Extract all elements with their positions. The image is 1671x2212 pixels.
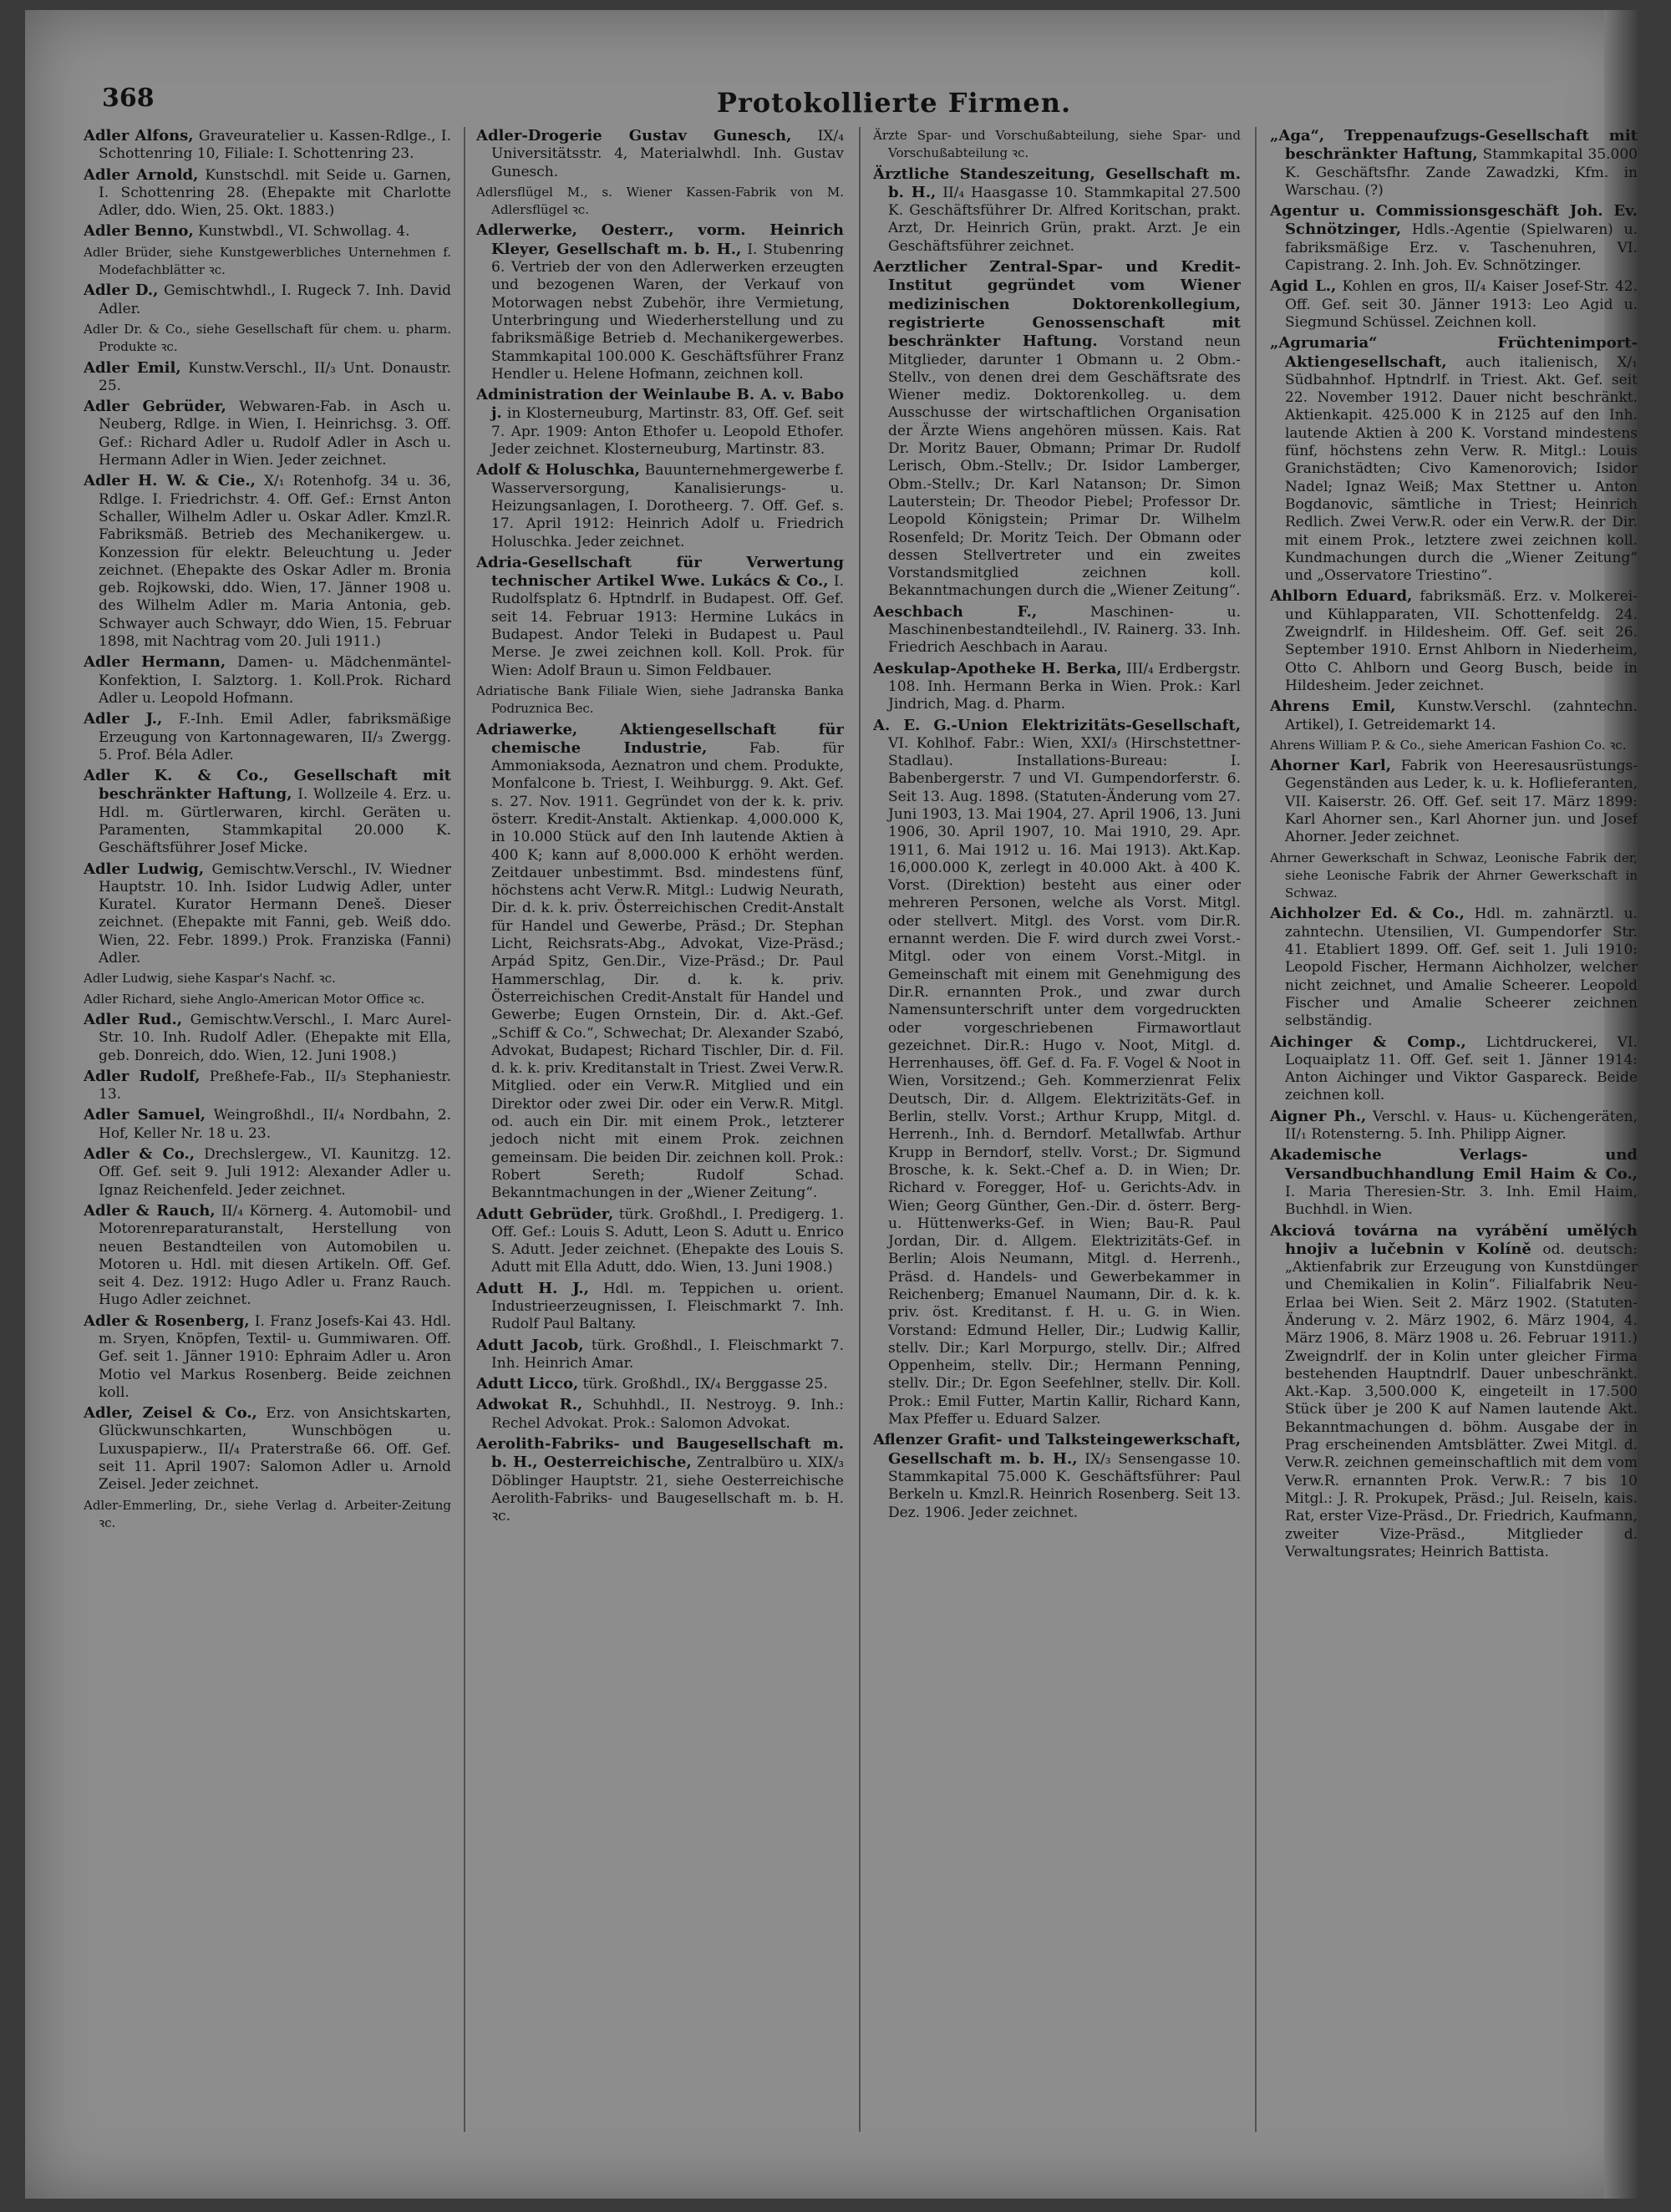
entry-text: Graveuratelier u. Kassen-Rdlge., I. Schottenring 10, Filiale: I. Schottenring 23.: [99, 128, 451, 163]
directory-entry: [1270, 905, 1638, 1030]
firm-name: Akademische Verlags- und Versandbuchhandlung Emil Haim & Co.,: [1270, 1146, 1638, 1183]
entry-text: in Klosterneuburg, Martinstr. 83, Off. Gef. seit 7. Apr. 1909: Anton Ethofer u. Leopold Ethofer. Jeder zeichnet. Klosterneuburg, Martinstr. 83.: [491, 405, 844, 459]
directory-entry: [476, 221, 844, 383]
entry-text: türk. Großhdl., I. Fleischmarkt 7. Inh. Heinrich Amar.: [491, 1337, 844, 1372]
directory-entry: [84, 1312, 451, 1402]
entry-text: Fabrik von Heeresausrüstungs-Gegenständen aus Leder, k. u. k. Hoflieferanten, VII. Kaiserstr. 26. Off. Gef. seit 17. März 1899: Karl Ahorner sen., Karl Ahorner jun. und Josef Ahorner. Jeder zeichnet.: [1285, 758, 1638, 846]
entry-text: Schuhhdl., II. Nestroyg. 9. Inh.: Rechel Advokat. Prok.: Salomon Advokat.: [491, 1397, 844, 1432]
entry-text: auch italienisch, X/₁ Südbahnhof. Hptndrlf. in Triest. Akt. Gef. seit 22. November 1912. Dauer nicht beschränkt. Aktienkapit. 425.000 K in 2125 auf den Inh. lautende Aktien à 200 K. Vorstand mindestens fünf, höchstens zehn Verw. R. Mitgl.: Louis Granichstädten; Civo Kamenorovich; Isidor Nadel; Ignaz Weiß; Max Stettner u. Anton Bogdanovic, sämtliche in Triest; Heinrich Redlich. Zwei Verw.R. oder ein Verw.R. der Dir. mit einem Prok., letztere zwei zeichnen koll. Kundmachungen durch die „Wiener Zeitung“ und „Osservatore Triestino“.: [1285, 353, 1638, 585]
entry-text: Hdl. m. Teppichen u. orient. Industrieerzeugnissen, I. Fleischmarkt 7. Inh. Rudolf Paul Baltany.: [491, 1280, 844, 1333]
entry-text: Hdl. m. zahnärztl. u. zahntechn. Utensilien, VI. Gumpendorfer Str. 41. Etabliert 1899. Off. Gef. seit 1. Juli 1910: Leopold Fischer, Hermann Aichholzer, welcher nicht zeichnet, und Amalie Scheerer. Leopold Fischer und Amalie Scheerer zeichnen selbständig.: [1285, 906, 1638, 1030]
firm-name: Ahrens Emil,: [1270, 698, 1396, 716]
firm-name: Adler H. W. & Cie.,: [84, 472, 256, 490]
entry-text: Adler Brüder, siehe Kunstgewerbliches Unternehmen f. Modefachblätter ꝛc.: [84, 244, 451, 278]
firm-name: Adler Gebrüder,: [84, 398, 226, 416]
directory-entry: [1270, 127, 1638, 200]
column-3: [873, 127, 1241, 2132]
entry-text: IX/₃ Sensengasse 10. Stammkapital 75.000 K. Geschäftsführer: Paul Berkeln u. Kmzl.R. Heinrich Rosenberg. Seit 13. Dez. 1906. Jeder zeichnet.: [888, 1450, 1241, 1521]
directory-entry: [1270, 334, 1638, 585]
column-rule: [1255, 127, 1257, 2132]
directory-columns: [84, 127, 1638, 2132]
firm-name: Adlerwerke, Oesterr., vorm. Heinrich Kleyer, Gesellschaft m. b. H.,: [476, 221, 844, 258]
directory-entry: [84, 653, 451, 708]
firm-name: Adler K. & Co., Gesellschaft mit beschränkter Haftung,: [84, 767, 451, 804]
entry-text: Drechslergew., VI. Kaunitzg. 12. Off. Gef. seit 9. Juli 1912: Alexander Adler u. Ignaz Reichenfeld. Jeder zeichnet.: [99, 1146, 451, 1199]
entry-text: Preßhefe-Fab., II/₃ Stephaniestr. 13.: [99, 1068, 451, 1103]
directory-entry: [84, 710, 451, 764]
directory-entry: [476, 1280, 844, 1334]
directory-entry: [1270, 1033, 1638, 1105]
firm-name: Adutt Jacob,: [476, 1336, 584, 1354]
firm-name: Adler Samuel,: [84, 1106, 206, 1124]
entry-text: Gemischtw.Verschl., I. Marc Aurel-Str. 10. Inh. Rudolf Adler. (Ehepakte mit Ella, geb. Donreich, ddo. Wien, 12. Juni 1908.): [99, 1011, 451, 1064]
firm-name: Aerolith-Fabriks- und Baugesellschaft m. b. H., Oesterreichische,: [476, 1435, 844, 1472]
column-1: [84, 127, 451, 2132]
firm-name: Adler D.,: [84, 282, 159, 300]
directory-entry: [873, 717, 1241, 1429]
directory-entry: [84, 321, 451, 357]
directory-entry: [1270, 277, 1638, 332]
entry-text: Ahrens William P. & Co., siehe American Fashion Co. ꝛc.: [1270, 737, 1627, 753]
directory-entry: [476, 554, 844, 680]
directory-entry: [84, 166, 451, 221]
firm-name: Adutt Gebrüder,: [476, 1205, 614, 1223]
directory-entry: [873, 660, 1241, 714]
firm-name: Adler Rud.,: [84, 1010, 182, 1028]
directory-entry: [476, 1375, 844, 1393]
firm-name: Adler Arnold,: [84, 165, 199, 184]
firm-name: Adutt H. J.,: [476, 1279, 589, 1297]
directory-entry: [84, 244, 451, 280]
entry-text: II/₄ Körnerg. 4. Automobil- und Motorenreparaturanstalt, Herstellung von neuen Bestandteilen von Automobilen u. Motoren u. Hdl. mit diesen Artikeln. Off. Gef. seit 4. Dez. 1912: Hugo Adler u. Franz Rauch. Hugo Adler zeichnet.: [99, 1202, 451, 1309]
directory-entry: [84, 282, 451, 318]
firm-name: Aeschbach F.,: [873, 602, 1038, 621]
firm-name: Adler Benno,: [84, 222, 194, 241]
firm-name: Ärztliche Standeszeitung, Gesellschaft m. b. H.,: [873, 165, 1241, 201]
entry-text: I. Wollzeile 4. Erz. u. Hdl. m. Gürtlerwaren, kirchl. Geräten u. Paramenten, Stammkapital 20.000 K. Geschäftsführer Josef Micke.: [99, 786, 451, 857]
directory-entry: [84, 970, 451, 987]
entry-text: Bauunternehmergewerbe f. Wasserversorgung, Kanalisierungs- u. Heizungsanlagen, I. Dorotheerg. 7. Off. Gef. s. 17. April 1912: Heinrich Adolf u. Friedrich Holuschka. Jeder zeichnet.: [491, 462, 844, 550]
entry-text: Hdls.-Agentie (Spielwaren) u. fabriksmäßige Erz. v. Taschenuhren, VI. Capistrang. 2. Inh. Joh. Ev. Schnötzinger.: [1285, 221, 1638, 275]
firm-name: Adler Hermann,: [84, 653, 226, 672]
entry-text: Ahrner Gewerkschaft in Schwaz, Leonische Fabrik der, siehe Leonische Fabrik der Ahrner Gewerkschaft in Schwaz.: [1270, 850, 1638, 901]
entry-text: Kohlen en gros, II/₄ Kaiser Josef-Str. 42. Off. Gef. seit 30. Jänner 1913: Leo Agid u. Siegmund Schüssel. Zeichnen koll.: [1285, 278, 1638, 331]
entry-text: Adriatische Bank Filiale Wien, siehe Jadranska Banka Podruznica Bec.: [476, 682, 844, 717]
firm-name: Ahorner Karl,: [1270, 757, 1392, 775]
entry-text: Damen- u. Mädchenmäntel-Konfektion, I. Salztorg. 1. Koll.Prok. Richard Adler u. Leopold Hofmann.: [99, 654, 451, 707]
entry-text: I. Rudolfsplatz 6. Hptndrlf. in Budapest. Off. Gef. seit 14. Februar 1913: Hermine Lukács in Budapest. Andor Teleki in Budapest u. Paul Merse. Je zwei zeichnen koll. Koll. Prok. für Wien: Adolf Braun u. Simon Feldbauer.: [491, 573, 844, 679]
directory-entry: [1270, 737, 1638, 754]
directory-entry: [476, 386, 844, 459]
entry-text: Zentralbüro u. XIX/₃ Döblinger Hauptstr. 21, siehe Oesterreichische Aerolith-Fabriks- und Baugesellschaft m. b. H. ꝛc.: [491, 1454, 844, 1525]
entry-text: F.-Inh. Emil Adler, fabriksmäßige Erzeugung von Kartonnagewaren, II/₃ Zwergg. 5. Prof. Béla Adler.: [99, 711, 451, 764]
directory-entry: [84, 860, 451, 968]
directory-entry: [84, 359, 451, 396]
directory-entry: [1270, 587, 1638, 695]
directory-entry: [476, 1435, 844, 1525]
firm-name: Aichholzer Ed. & Co.,: [1270, 905, 1465, 923]
firm-name: „Aga“, Treppenaufzugs-Gesellschaft mit beschränkter Haftung,: [1270, 127, 1638, 164]
directory-entry: [84, 1068, 451, 1104]
firm-name: Adutt Licco,: [476, 1375, 579, 1393]
entry-text: türk. Großhdl., IX/₄ Berggasse 25.: [578, 1376, 828, 1393]
directory-entry: [84, 1011, 451, 1065]
directory-entry: [84, 1202, 451, 1310]
entry-text: Adler-Emmerling, Dr., siehe Verlag d. Arbeiter-Zeitung ꝛc.: [84, 1497, 451, 1530]
running-head: Protokollierte Firmen.: [716, 87, 1072, 119]
firm-name: Adolf & Holuschka,: [476, 461, 641, 479]
firm-name: Adler-Drogerie Gustav Gunesch,: [476, 127, 792, 145]
firm-name: Adler Emil,: [84, 358, 181, 377]
firm-name: Adwokat R.,: [476, 1396, 583, 1414]
page-number: 368: [102, 84, 155, 113]
firm-name: A. E. G.-Union Elektrizitäts-Gesellschaft,: [873, 716, 1241, 734]
column-2: [476, 127, 844, 2132]
entry-text: III/₄ Erdbergstr. 108. Inh. Hermann Berka in Wien. Prok.: Karl Jindrich, Mag. d. Pharm.: [888, 660, 1241, 713]
firm-name: Administration der Weinlaube B. A. v. Babo j.: [476, 386, 844, 423]
entry-text: Stammkapital 35.000 K. Geschäftsfhr. Zande Zawadzki, Kfm. in Warschau. (?): [1285, 146, 1638, 199]
directory-entry: [84, 991, 451, 1008]
entry-text: Weingroßhdl., II/₄ Nordbahn, 2. Hof, Keller Nr. 18 u. 23.: [99, 1107, 451, 1142]
directory-entry: [84, 398, 451, 469]
entry-text: Fab. für Ammoniaksoda, Aeznatron und chem. Produkte, Monfalcone b. Triest, I. Weihburgg. 9. Akt. Gef. s. 27. Nov. 1911. Gegründet von der k. k. priv. österr. Kredit-Anstalt. Aktienkap. 4,000.000 K, in 10.000 Stück auf den Inh lautende Aktien à 400 K; kann auf 8,000.000 K erhöht werden. Zeitdauer unbestimmt. Bsd. mindestens fünf, höchstens acht Verw.R. Mitgl.: Ludwig Neurath, Dir. d. k. k. priv. Österreichischen Credit-Anstalt für Handel und Gewerbe, Präsd.; Dr. Stephan Licht, Reichsrats-Abg., Advokat, Vize-Präsd.; Arpád Spitz, Gen.Dir., Vize-Präsd.; Dr. Paul Hammerschlag, Dir. d. k. k. priv. Österreichischen Credit-Anstalt für Handel und Gewerbe; Eugen Ornstein, Dir. d. Akt.-Gef. „Schiff & Co.“, Schwechat; Dr. Alexander Szabó, Advokat, Budapest; Richard Tischler, Dir. d. Fil. d. k. k. priv. Kreditanstalt in Triest. Zwei Verw.R. Mitglied. oder ein Verw.R. Mitglied und ein Direktor oder zwei Dir. oder ein Verw.R. Mitgl. od. auch ein Dir. mit einem Prok., letzterer jedoch nicht mit einem Prok. zeichnen gemeinsam. Die beiden Dir. zeichnen koll. Prok.: Robert Sereth; Rudolf Schad. Bekanntmachungen in der „Wiener Zeitung“.: [491, 739, 844, 1202]
directory-entry: [476, 721, 844, 1203]
directory-entry: [476, 1396, 844, 1433]
entry-text: Webwaren-Fab. in Asch u. Neuberg, Rdlge. in Wien, I. Heinrichsg. 3. Off. Gef.: Richard Adler u. Rudolf Adler in Asch u. Hermann Adler in Wien. Jeder zeichnet.: [99, 398, 451, 469]
directory-entry: [1270, 1146, 1638, 1219]
entry-text: Kunstschdl. mit Seide u. Garnen, I. Schottenring 28. (Ehepakte mit Charlotte Adler, ddo. Wien, 25. Okt. 1883.): [99, 166, 451, 220]
entry-text: od. deutsch: „Aktienfabrik zur Erzeugung von Kunstdünger und Chemikalien in Kolin“. Filialfabrik Neu-Erlaa bei Wien. Seit 2. März 1902. (Statuten-Änderung v. 2. März 1902, 6. März 1904, 4. März 1906, 8. März 1908 u. 26. Februar 1911.) Zweigndrlf. der in Kolin unter gleicher Firma bestehenden Hauptndrlf. Dauer unbeschränkt. Akt.-Kap. 3,500.000 K, eingeteilt in 17.500 Stück über je 200 K auf Namen lautende Akt. Bekanntmachungen d. böhm. Ausgabe der in Prag erscheinenden Amtsblätter. Zwei Mitgl. d. Verw.R. zeichnen gemeinschaftlich mit dem vom Verw.R. ernannten Prok. Verw.R.: 7 bis 10 Mitgl.: J. R. Prokupek, Präsd.; Jul. Reiseln, kais. Rat, erster Vize-Präsd., Dr. Friedrich, Kaufmann, zweiter Vize-Präsd., Mitglieder d. Verwaltungsrates; Heinrich Battista.: [1285, 1240, 1638, 1560]
directory-entry: [1270, 1108, 1638, 1144]
directory-entry: [84, 767, 451, 857]
firm-name: Adler J.,: [84, 710, 163, 728]
column-rule: [464, 127, 465, 2132]
firm-name: Adria-Gesellschaft für Verwertung technischer Artikel Wwe. Lukács & Co.,: [476, 553, 844, 591]
firm-name: Adler & Co.,: [84, 1145, 196, 1164]
entry-text: Adlersflügel M., s. Wiener Kassen-Fabrik von M. Adlersflügel ꝛc.: [476, 184, 844, 218]
directory-entry: [873, 127, 1241, 163]
directory-entry: [1270, 757, 1638, 846]
directory-entry: [873, 258, 1241, 601]
directory-entry: [84, 1404, 451, 1494]
firm-name: Adler Ludwig,: [84, 860, 205, 878]
directory-entry: [1270, 1222, 1638, 1562]
directory-entry: [84, 472, 451, 651]
column-4: [1270, 127, 1638, 2132]
entry-text: IX/₄ Universitätsstr. 4, Materialwhdl. Inh. Gustav Gunesch.: [491, 128, 844, 180]
entry-text: Maschinen- u. Maschinenbestandteilehdl., IV. Rainerg. 33. Inh. Friedrich Aeschbach in Aarau.: [888, 603, 1241, 657]
firm-name: Aflenzer Grafit- und Talksteingewerkschaft, Gesellschaft m. b. H.,: [873, 1431, 1241, 1468]
directory-entry: [84, 1106, 451, 1143]
firm-name: Adler Rudolf,: [84, 1067, 201, 1085]
entry-text: VI. Kohlhof. Fabr.: Wien, XXI/₃ (Hirschstettner-Stadlau). Installations-Bureau: I. Babenbergerstr. 7 und VI. Gumpendorferstr. 6. Seit 13. Aug. 1898. (Statuten-Änderung vom 27. Juni 1903, 13. Mai 1904, 27. April 1906, 13. Juni 1906, 30. April 1907, 10. Mai 1910, 29. Apr. 1911, 6. Mai 1912 u. 16. Mai 1913). Akt.Kap. 16,000.000 K, zerlegt in 40.000 Akt. à 400 K. Vorst. (Direktion) besteht aus einer oder mehreren Personen, welche als Vorst. Mitgl. oder stellvert. Mitgl. des Vorst. vom Dir.R. ernannt werden. Die F. wird durch zwei Vorst.-Mitgl. oder von einem Vorst.-Mitgl. in Gemeinschaft mit einem mit Genehmigung des Dir.R. ernannten Prok., und zwar durch Namensunterschrift unter dem vorgedruckten oder vorgeschriebenen Firmawortlaut gezeichnet. Dir.R.: Hugo v. Noot, Mitgl. d. Herrenhauses, öff. Gef. d. Fa. F. Vogel & Noot in Wien, Vorsitzend.; Geh. Kommerzienrat Felix Deutsch, Dir. d. Allgem. Elektrizitäts-Gef. in Berlin, stellv. Vorst.; Arthur Krupp, Mitgl. d. Herrenh., Inh. d. Berndorf. Metallwfab. Arthur Krupp in Berndorf, stellv. Vorst.; Dr. Sigmund Brosche, k. k. Sekt.-Chef a. D. in Wien; Dr. Richard v. Foregger, Hof- u. Gerichts-Adv. in Wien; Georg Günther, Gen.-Dir. d. österr. Berg- u. Hüttenwerks-Gef. in Wien; Bau-R. Paul Jordan, Dir. d. Allgem. Elektrizitäts-Gef. in Berlin; Alois Neumann, Mitgl. d. Herrenh., Präsd. d. Handels- und Gewerbekammer in Reichenberg; Emanuel Naumann, Dir. d. k. k. priv. öst. Kreditanst. f. H. u. G. in Wien. Vorstand: Edmund Heller, Dir.; Ludwig Kallir, stellv. Dir.; Karl Morpurgo, stellv. Dir.; Alfred Oppenheim, stellv. Dir.; Hermann Penning, stellv. Dir.; Dr. Egon Seefehlner, stellv. Dir. Koll. Prok.: Emil Futter, Martin Kallir, Richard Kann, Max Pfeffer u. Eduard Salzer.: [888, 734, 1241, 1428]
entry-text: Gemischtw.Verschl., IV. Wiedner Hauptstr. 10. Inh. Isidor Ludwig Adler, unter Kuratel. Kurator Hermann Deneš. Dieser zeichnet. (Ehepakte mit Fanni, geb. Weiß ddo. Wien, 22. Febr. 1899.) Prok. Franziska (Fanni) Adler.: [99, 860, 451, 967]
firm-name: Aerztlicher Zentral-Spar- und Kredit-Institut gegründet vom Wiener medizinischen Doktorenkollegium, registrierte Genossenschaft mit beschränkter Haftung.: [873, 258, 1241, 351]
directory-entry: [1270, 202, 1638, 275]
entry-text: fabriksmäß. Erz. v. Molkerei- und Kühlapparaten, VII. Schottenfeldg. 24. Zweigndrlf. in Hildesheim. Off. Gef. seit 26. September 1910. Ernst Ahlborn in Niederheim, Otto C. Ahlborn und Georg Busch, beide in Hildesheim. Jeder zeichnet.: [1285, 588, 1638, 694]
directory-entry: [873, 603, 1241, 657]
entry-text: Gemischtwhdl., I. Rugeck 7. Inh. David Adler.: [99, 282, 451, 317]
directory-entry: [476, 127, 844, 181]
directory-entry: [84, 1145, 451, 1200]
directory-entry: [84, 1497, 451, 1533]
firm-name: Adler Alfons,: [84, 127, 194, 145]
directory-entry: [873, 1431, 1241, 1521]
column-rule: [859, 127, 861, 2132]
directory-entry: [1270, 698, 1638, 734]
firm-name: Adler, Zeisel & Co.,: [84, 1404, 257, 1423]
entry-text: Lichtdruckerei, VI. Loquaiplatz 11. Off. Gef. seit 1. Jänner 1914: Anton Aichinger und Viktor Gaspareck. Beide zeichnen koll.: [1285, 1033, 1638, 1104]
directory-entry: [476, 682, 844, 718]
entry-text: Kunstwbdl., VI. Schwollag. 4.: [193, 223, 410, 241]
directory-entry: [476, 461, 844, 550]
firm-name: Adriawerke, Aktiengesellschaft für chemische Industrie,: [476, 720, 844, 757]
entry-text: I. Stubenring 6. Vertrieb der von den Adlerwerken erzeugten und bezogenen Waren, der Verkauf von Motorwagen nebst Zubehör, ihre Vermietung, Unterbringung und Wiederherstellung und zu fabriksmäßige Betrieb d. Mechanikergewerbes. Stammkapital 100.000 K. Geschäftsführer Franz Hendler u. Helene Hofmann, zeichnen koll.: [491, 241, 844, 383]
entry-text: Kunstw.Verschl. (zahntechn. Artikel), I. Getreidemarkt 14.: [1285, 698, 1638, 733]
firm-name: Agentur u. Commissionsgeschäft Joh. Ev. Schnötzinger,: [1270, 202, 1638, 239]
entry-text: Adler Dr. & Co., siehe Gesellschaft für chem. u. pharm. Produkte ꝛc.: [84, 321, 451, 355]
firm-name: Akciová továrna na vyrábění umělých hnojiv a lučebnin v Kolíně: [1270, 1221, 1638, 1258]
entry-text: I. Maria Theresien-Str. 3. Inh. Emil Haim, Buchhdl. in Wien.: [1285, 1183, 1638, 1219]
entry-text: türk. Großhdl., I. Predigerg. 1. Off. Gef.: Louis S. Adutt, Leon S. Adutt u. Enrico S. Adutt. Jeder zeichnet. (Ehepakte des Louis S. Adutt mit Ella Adutt, ddo. Wien, 13. Juni 1908.): [491, 1205, 844, 1276]
firm-name: Adler & Rosenberg,: [84, 1311, 250, 1330]
firm-name: Aeskulap-Apotheke H. Berka,: [873, 659, 1122, 677]
entry-text: Vorstand neun Mitglieder, darunter 1 Obmann u. 2 Obm.-Stellv., von denen drei dem Geschäftsrate des Wiener mediz. Doktorenkolleg. u. dem Ausschusse der wirtschaftlichen Organisation der Ärzte Wiens angehören müssen. Kais. Rat Dr. Moritz Bauer, Obmann; Primar Dr. Rudolf Lerisch, Obm.-Stellv.; Dr. Isidor Lamberger, Obm.-Stellv.; Dr. Karl Natanson; Dr. Simon Lauterstein; Dr. Theodor Piebel; Professor Dr. Leopold Königstein; Primar Dr. Wilhelm Rosenfeld; Dr. Moritz Teich. Der Obmann oder dessen Stellvertreter und ein zweites Vorstandsmitglied zeichnen koll. Bekanntmachungen durch die „Wiener Zeitung“.: [888, 333, 1241, 600]
firm-name: Adler & Rauch,: [84, 1201, 216, 1220]
directory-entry: [1270, 850, 1638, 903]
firm-name: Ahlborn Eduard,: [1270, 587, 1413, 606]
entry-text: Erz. von Ansichtskarten, Glückwunschkarten, Wunschbögen u. Luxuspapierw., II/₄ Praterstraße 66. Off. Gef. seit 11. April 1907: Salomon Adler u. Arnold Zeisel. Jeder zeichnet.: [99, 1405, 451, 1494]
directory-entry: [873, 165, 1241, 256]
directory-entry: [476, 1205, 844, 1277]
firm-name: Agid L.,: [1270, 277, 1337, 296]
entry-text: Ärzte Spar- und Vorschußabteilung, siehe Spar- und Vorschußabteilung ꝛc.: [873, 128, 1241, 161]
firm-name: „Agrumaria“ Früchtenimport-Aktiengesellschaft,: [1270, 334, 1638, 371]
entry-text: Adler Richard, siehe Anglo-American Motor Office ꝛc.: [84, 991, 425, 1007]
entry-text: Kunstw.Verschl., II/₃ Unt. Donaustr. 25.: [99, 359, 451, 394]
directory-entry: [84, 127, 451, 164]
book-page: [25, 10, 1638, 2199]
directory-entry: [476, 1337, 844, 1373]
entry-text: Adler Ludwig, siehe Kaspar's Nachf. ꝛc.: [84, 971, 336, 987]
directory-entry: [84, 222, 451, 241]
firm-name: Aigner Ph.,: [1270, 1107, 1367, 1125]
entry-text: II/₄ Haasgasse 10. Stammkapital 27.500 K. Geschäftsführer Dr. Alfred Koritschan, prakt. Arzt, Dr. Heinrich Grün, prakt. Arzt. Je ein Geschäftsführer zeichnet.: [888, 184, 1241, 255]
entry-text: X/₁ Rotenhofg. 34 u. 36, Rdlge. I. Friedrichstr. 4. Off. Gef.: Ernst Anton Schaller, Wilhelm Adler u. Oskar Adler. Kmzl.R. Fabriksmäß. Betrieb des Mechanikergew. u. Konzession für elektr. Beleuchtung u. Jeder zeichnet. (Ehepakte des Oskar Adler m. Bronia geb. Rojkowski, ddo. Wien, 17. Jänner 1908 u. des Wilhelm Adler m. Maria Antonia, geb. Schwayer auch Schwayr, ddo Wien, 15. Februar 1898, mit Nachtrag vom 20. Juli 1911.): [99, 473, 451, 651]
entry-text: I. Franz Josefs-Kai 43. Hdl. m. Sryen, Knöpfen, Textil- u. Gummiwaren. Off. Gef. seit 1. Jänner 1910: Ephraim Adler u. Aron Motio vel Markus Rosenberg. Beide zeichnen koll.: [99, 1312, 451, 1401]
firm-name: Aichinger & Comp.,: [1270, 1032, 1466, 1051]
entry-text: Verschl. v. Haus- u. Küchengeräten, II/₁ Rotensterng. 5. Inh. Philipp Aigner.: [1285, 1108, 1638, 1144]
directory-entry: [476, 184, 844, 220]
